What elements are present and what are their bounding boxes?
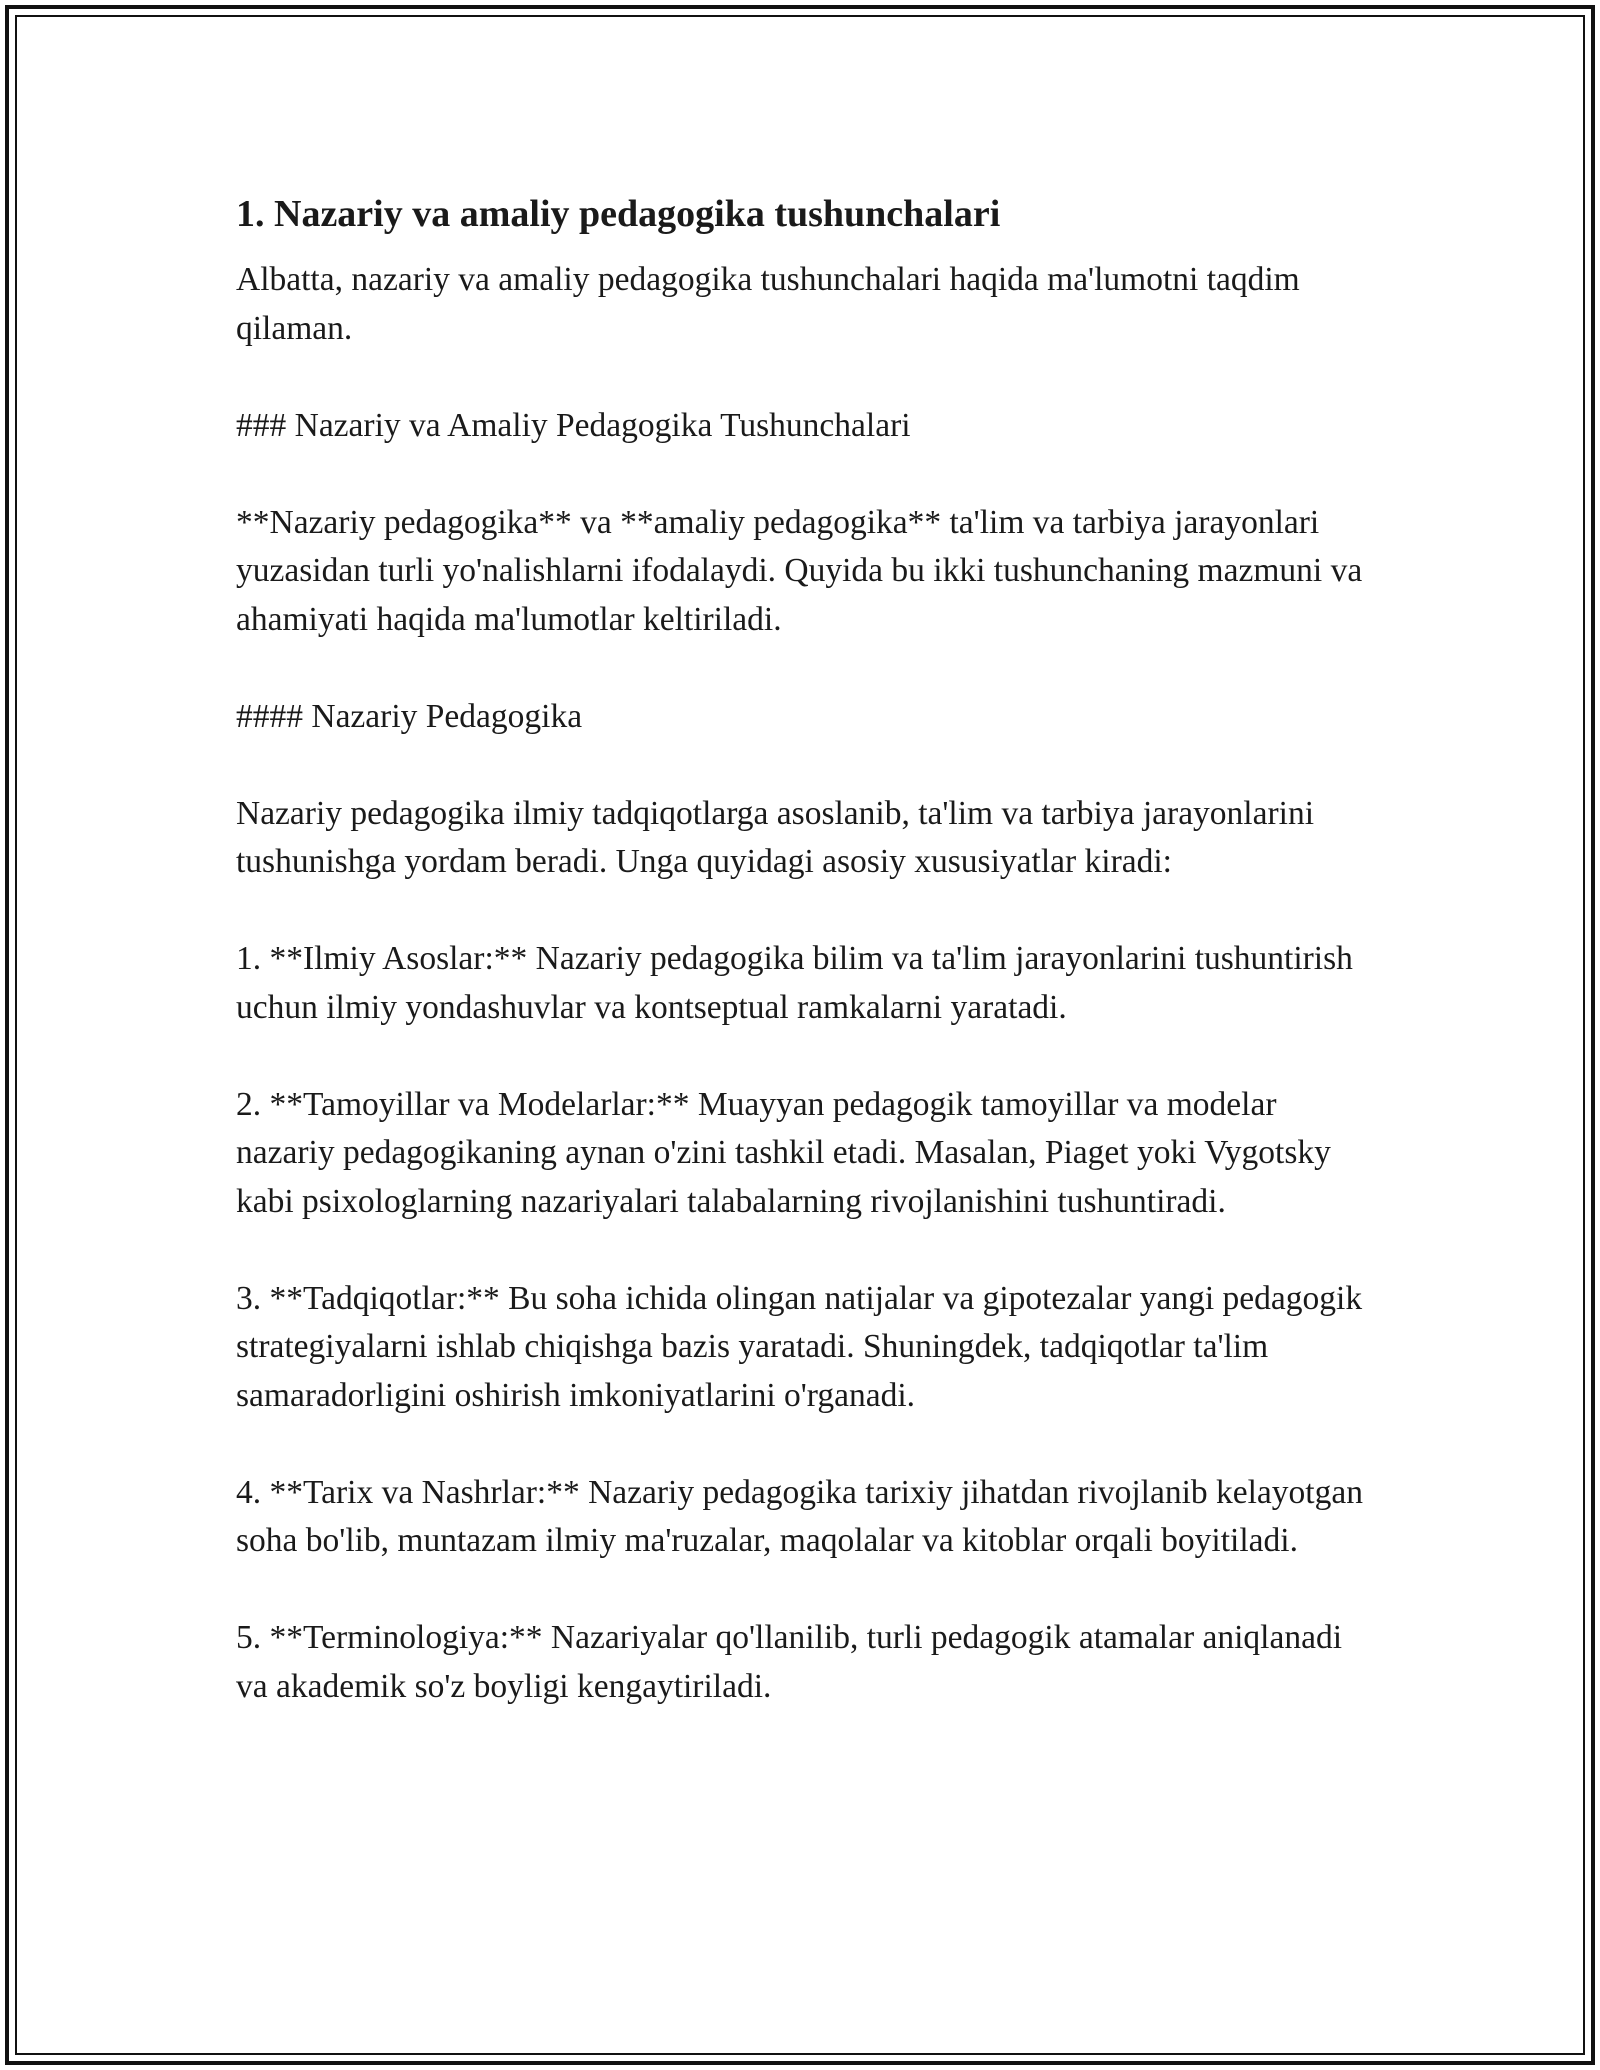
subsection-heading: #### Nazariy Pedagogika: [236, 697, 583, 735]
overview-paragraph: **Nazariy pedagogika** va **amaliy pedagogika** ta'lim va tarbiya jarayonlari yuzasidan turli yo'nalishlarni ifodalaydi. Quyida bu ikki tushunchaning mazmuni va ahamiyati haqida ma'lumotlar keltiriladi.: [236, 503, 1363, 638]
document-title: 1. Nazariy va amaliy pedagogika tushunchalari: [236, 193, 1001, 235]
subsection-intro-paragraph: Nazariy pedagogika ilmiy tadqiqotlarga asoslanib, ta'lim va tarbiya jarayonlarini tushunishga yordam beradi. Unga quyidagi asosiy xususiyatlar kiradi:: [236, 794, 1315, 880]
list-item-tamoyillar: 2. **Tamoyillar va Modelarlar:** Muayyan pedagogik tamoyillar va modelar nazariy pedagogikaning aynan o'zini tashkil etadi. Masalan, Piaget yoki Vygotsky kabi psixologlarning nazariyalari talabalarning rivojlanishini tushuntiradi.: [236, 1085, 1331, 1220]
intro-paragraph: Albatta, nazariy va amaliy pedagogika tushunchalari haqida ma'lumotni taqdim qilaman.: [236, 261, 1300, 347]
list-item-ilmiy-asoslar: 1. **Ilmiy Asoslar:** Nazariy pedagogika bilim va ta'lim jarayonlarini tushuntirish uchun ilmiy yondashuvlar va kontseptual ramkalarni yaratadi.: [236, 940, 1353, 1026]
list-item-tadqiqotlar: 3. **Tadqiqotlar:** Bu soha ichida olingan natijalar va gipotezalar yangi pedagogik strategiyalarni ishlab chiqishga bazis yaratadi. Shuningdek, tadqiqotlar ta'lim samaradorligini oshirish imkoniyatlarini o'rganadi.: [236, 1279, 1363, 1414]
list-item-tarix: 4. **Tarix va Nashrlar:** Nazariy pedagogika tarixiy jihatdan rivojlanib kelayotgan soha bo'lib, muntazam ilmiy ma'ruzalar, maqolalar va kitoblar orqali boyitiladi.: [236, 1473, 1363, 1559]
document-body: [236, 186, 1376, 1711]
list-item-terminologiya: 5. **Terminologiya:** Nazariyalar qo'llanilib, turli pedagogik atamalar aniqlanadi va akademik so'z boyligi kengaytiriladi.: [236, 1619, 1343, 1705]
section-heading: ### Nazariy va Amaliy Pedagogika Tushunchalari: [236, 406, 911, 444]
